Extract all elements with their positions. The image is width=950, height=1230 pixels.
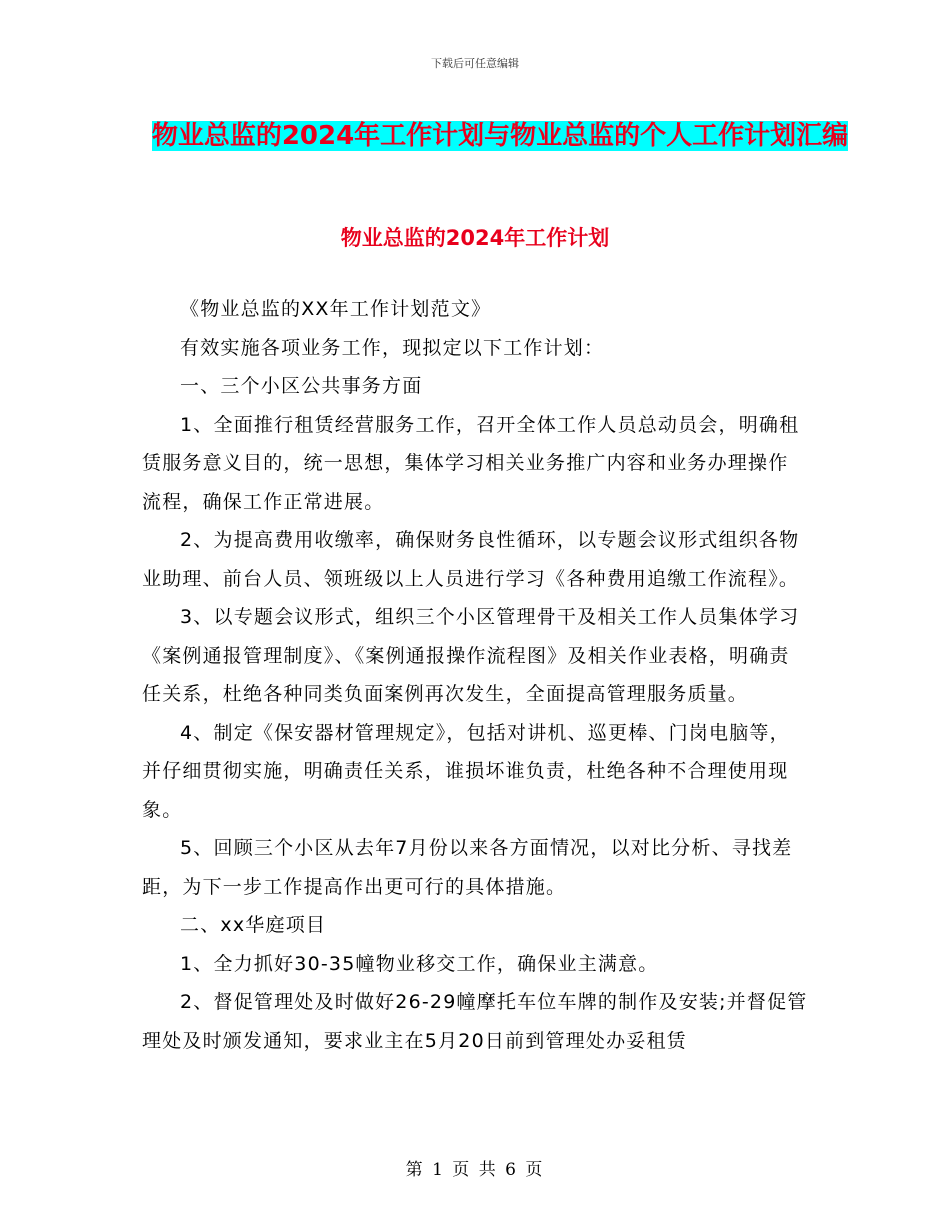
body-text [142,290,808,1060]
paragraph: 一、三个小区公共事务方面 [180,375,423,397]
paragraph: 二、xx华庭项目 [180,914,327,936]
paragraph: 1、全力抓好30-35幢物业移交工作，确保业主满意。 [180,952,659,975]
section-title: 物业总监的2024年工作计划 [340,226,610,250]
paragraph: 2、为提高费用收缴率，确保财务良性循环，以专题会议形式组织各物业助理、前台人员、领班级以上人员进行学习《各种费用追缴工作流程》。 [142,529,800,590]
paragraph: 3、以专题会议形式，组织三个小区管理骨干及相关工作人员集体学习《案例通报管理制度》、《案例通报操作流程图》及相关作业表格，明确责任关系，杜绝各种同类负面案例再次发生，全面提高管理服务质量。 [142,606,800,705]
paragraph: 有效实施各项业务工作，现拟定以下工作计划： [180,336,605,359]
paragraph: 5、回顾三个小区从去年7月份以来各方面情况，以对比分析、寻找差距，为下一步工作提高作出更可行的具体措施。 [142,837,793,898]
paragraph: 2、督促管理处及时做好26-29幢摩托车位车牌的制作及安装;并督促管理处及时颁发通知，要求业主在5月20日前到管理处办妥租赁 [142,991,808,1052]
paragraph: 《物业总监的XX年工作计划范文》 [180,298,492,320]
header-note: 下载后可任意编辑 [431,57,519,70]
paragraph: 1、全面推行租赁经营服务工作，召开全体工作人员总动员会，明确租赁服务意义目的，统一思想，集体学习相关业务推广内容和业务办理操作流程，确保工作正常进展。 [142,413,800,513]
page-footer: 第 1 页 共 6 页 [405,1160,545,1180]
document-title [140,112,860,160]
paragraph: 4、制定《保安器材管理规定》，包括对讲机、巡更棒、门岗电脑等，并仔细贯彻实施，明确责任关系，谁损坏谁负责，杜绝各种不合理使用现象。 [142,721,790,821]
document-title-text: 物业总监的2024年工作计划与物业总监的个人工作计划汇编 [151,121,849,151]
